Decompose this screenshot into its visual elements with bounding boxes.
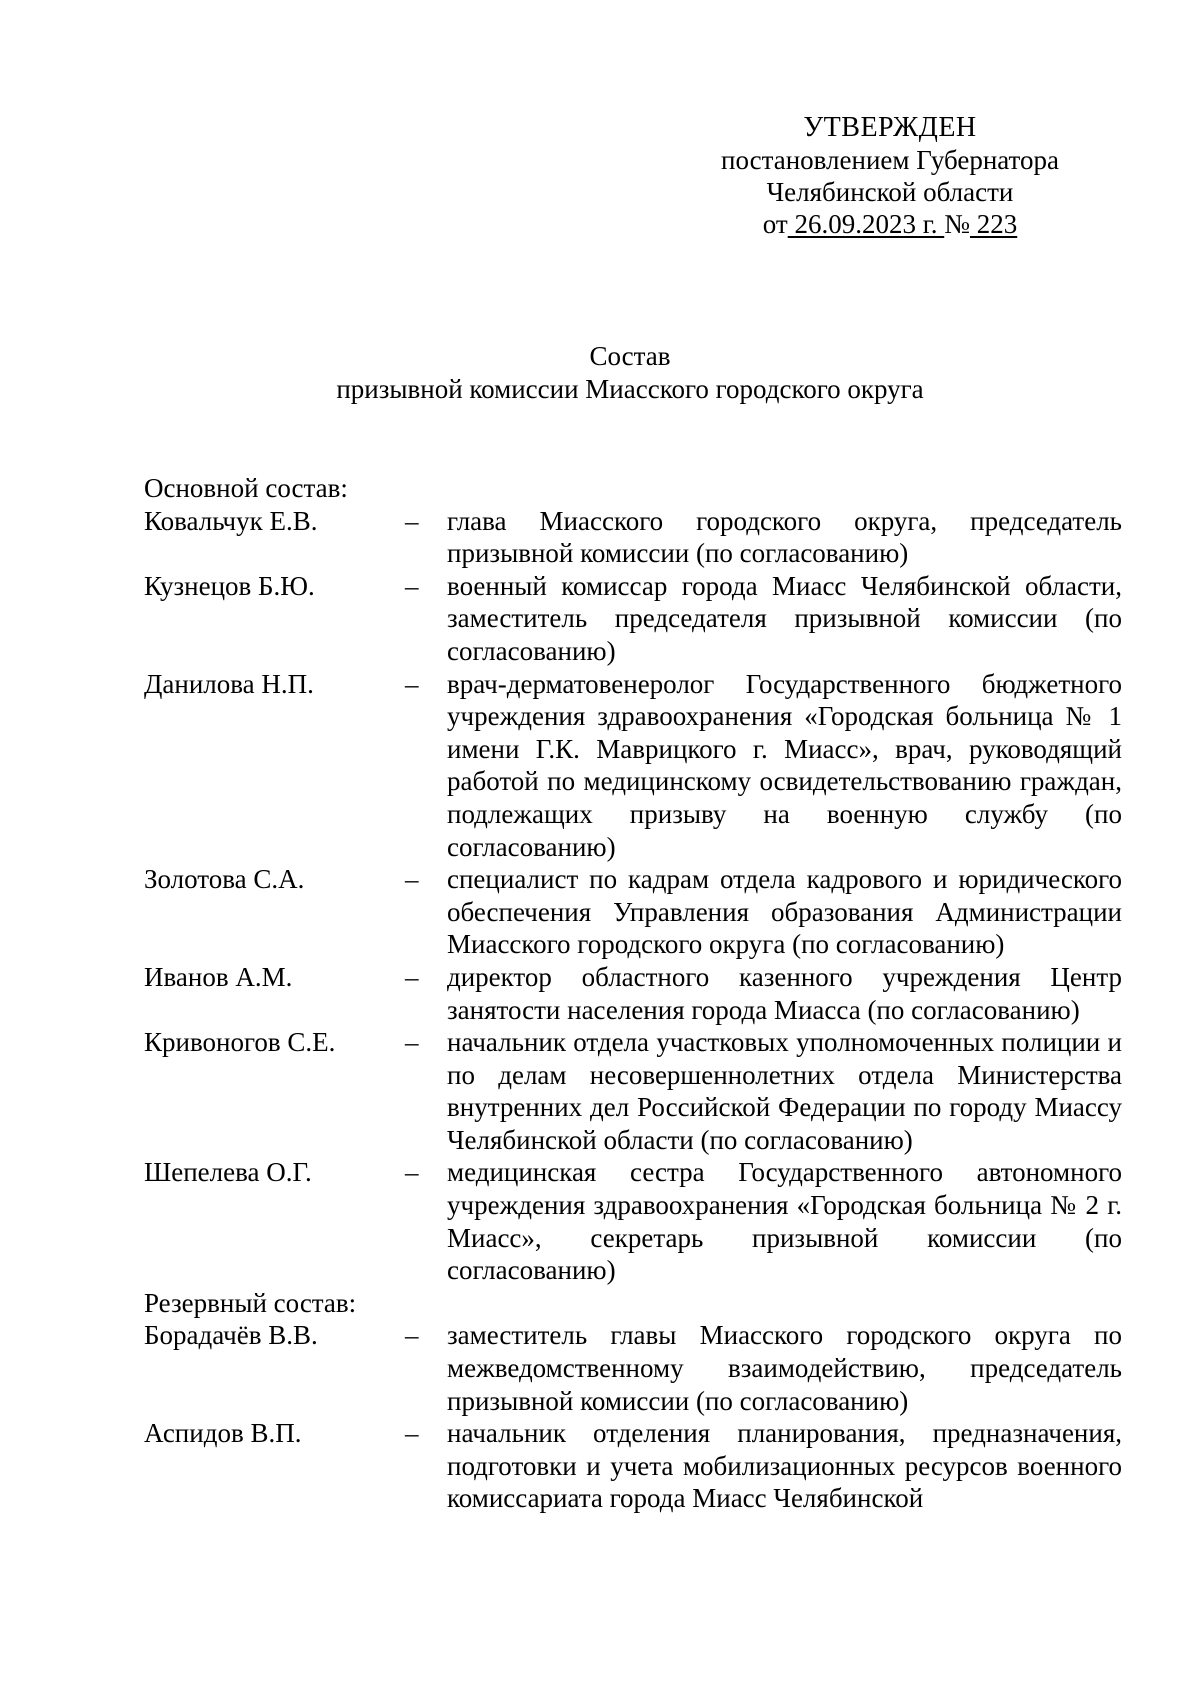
member-name: Золотова С.А. xyxy=(144,864,305,895)
approval-number: 223 xyxy=(970,209,1018,239)
member-role: военный комиссар города Миасс Челябинской области, заместитель председателя призывной комиссии (по согласованию) xyxy=(447,570,1122,666)
member-name: Данилова Н.П. xyxy=(144,668,314,699)
member-role: директор областного казенного учреждения Центр занятости населения города Миасса (по согласованию) xyxy=(447,961,1122,1025)
member-role: начальник отдела участковых уполномоченных полиции и по делам несовершеннолетних отдела Министерства внутренних дел Российской Федерации по городу Миассу Челябинской области (по согласованию) xyxy=(447,1027,1122,1155)
main-members-list xyxy=(144,505,1122,1287)
member-dash: – xyxy=(405,570,419,601)
document-title xyxy=(140,340,1120,406)
member-row xyxy=(144,668,1122,864)
member-dash: – xyxy=(405,864,419,895)
member-role: заместитель главы Миасского городского округа по межведомственному взаимодействию, председатель призывной комиссии (по согласованию) xyxy=(447,1320,1122,1416)
member-name: Кузнецов Б.Ю. xyxy=(144,570,315,601)
main-section-title: Основной состав: xyxy=(144,473,348,503)
title-line-1: Состав xyxy=(589,341,671,371)
member-dash: – xyxy=(405,961,419,992)
member-row xyxy=(144,505,1122,570)
member-name: Кривоногов С.Е. xyxy=(144,1027,336,1058)
title-line-2: призывной комиссии Миасского городского округа xyxy=(336,374,924,404)
number-prefix: № xyxy=(944,209,970,239)
date-prefix: от xyxy=(762,209,788,239)
member-dash: – xyxy=(405,1027,419,1058)
member-name: Борадачёв В.В. xyxy=(144,1320,318,1351)
member-name: Иванов А.М. xyxy=(144,961,293,992)
member-dash: – xyxy=(405,505,419,536)
member-dash: – xyxy=(405,1418,419,1449)
member-name: Ковальчук Е.В. xyxy=(144,505,318,536)
approval-line-2: Челябинской области xyxy=(766,177,1014,207)
member-role: начальник отделения планирования, предназначения, подготовки и учета мобилизационных ресурсов военного комиссариата города Миасс Челябинской xyxy=(447,1418,1122,1514)
member-name: Шепелева О.Г. xyxy=(144,1157,312,1188)
reserve-members-list xyxy=(144,1319,1122,1515)
member-dash: – xyxy=(405,1320,419,1351)
member-row xyxy=(144,1417,1122,1515)
approval-date-line xyxy=(700,208,1080,240)
approval-title: УТВЕРЖДЕН xyxy=(803,112,977,143)
member-row xyxy=(144,1319,1122,1417)
member-dash: – xyxy=(405,1157,419,1188)
member-role: глава Миасского городского округа, председатель призывной комиссии (по согласованию) xyxy=(447,505,1122,569)
approval-line-1: постановлением Губернатора xyxy=(721,145,1059,175)
member-role: специалист по кадрам отдела кадрового и юридического обеспечения Управления образования Администрации Миасского городского округа (по согласованию) xyxy=(447,864,1122,960)
approval-stamp xyxy=(700,112,1080,240)
member-row xyxy=(144,1156,1122,1286)
member-row xyxy=(144,863,1122,961)
member-role: врач-дерматовенеролог Государственного бюджетного учреждения здравоохранения «Городская больница № 1 имени Г.К. Маврицкого г. Миасс», врач, руководящий работой по медицинскому освидетельствованию граждан, подлежащих призыву на военную службу (по согласованию) xyxy=(447,668,1122,862)
approval-date: 26.09.2023 г. xyxy=(787,209,945,239)
reserve-section-title: Резервный состав: xyxy=(144,1287,357,1318)
member-name: Аспидов В.П. xyxy=(144,1418,302,1449)
commission-roster xyxy=(144,472,1122,1515)
member-row xyxy=(144,1026,1122,1156)
member-role: медицинская сестра Государственного автономного учреждения здравоохранения «Городская больница № 2 г. Миасс», секретарь призывной комиссии (по согласованию) xyxy=(447,1157,1122,1286)
member-row xyxy=(144,961,1122,1026)
member-row xyxy=(144,570,1122,668)
member-dash: – xyxy=(405,668,419,699)
